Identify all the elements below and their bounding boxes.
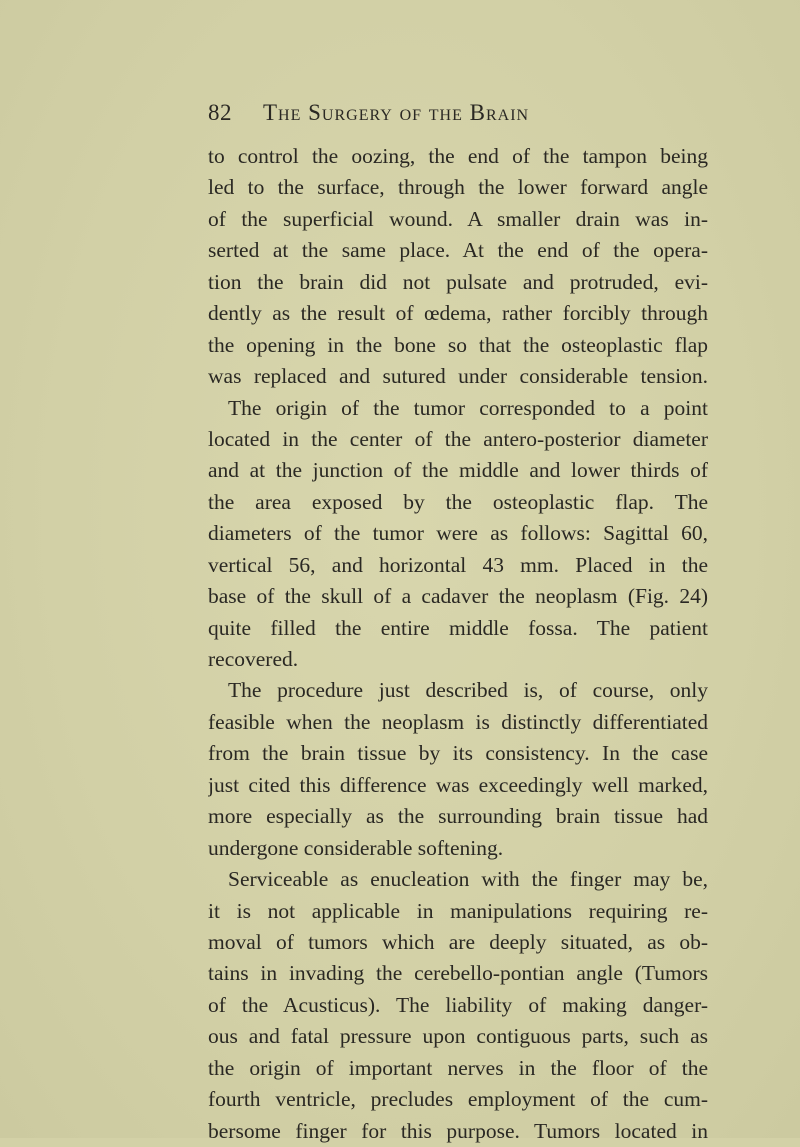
text-line: of the superficial wound. A smaller drain was in- bbox=[208, 206, 708, 231]
text-line: undergone considerable softening. bbox=[208, 835, 504, 860]
text-line: The origin of the tumor corresponded to a point bbox=[228, 395, 708, 420]
text-line: recovered. bbox=[208, 647, 299, 671]
body-text bbox=[208, 141, 708, 1147]
text-line: tion the brain did not pulsate and protruded, evi- bbox=[208, 269, 708, 294]
text-line: ous and fatal pressure upon contiguous parts, such as bbox=[208, 1024, 708, 1049]
text-line: moval of tumors which are deeply situated, as ob- bbox=[208, 929, 708, 954]
text-line: more especially as the surrounding brain tissue had bbox=[208, 804, 708, 829]
text-line: located in the center of the antero-posterior diameter bbox=[208, 426, 708, 451]
text-line: of the Acusticus). The liability of making danger- bbox=[208, 992, 708, 1017]
text-line: Serviceable as enucleation with the finger may be, bbox=[228, 867, 708, 892]
text-line: and at the junction of the middle and lower thirds of bbox=[208, 458, 708, 483]
text-line: quite filled the entire middle fossa. The patient bbox=[208, 615, 708, 640]
text-line: feasible when the neoplasm is distinctly differentiated bbox=[208, 709, 708, 734]
text-line: vertical 56, and horizontal 43 mm. Placed in the bbox=[208, 552, 708, 577]
text-line: base of the skull of a cadaver the neoplasm (Fig. 24) bbox=[208, 584, 708, 609]
text-line: tains in invading the cerebello-pontian angle (Tumors bbox=[208, 961, 708, 986]
text-line: diameters of the tumor were as follows: Sagittal 60, bbox=[208, 521, 708, 546]
text-line: the area exposed by the osteoplastic flap. The bbox=[208, 489, 708, 514]
text-line: the origin of important nerves in the floor of the bbox=[208, 1055, 708, 1080]
text-line: fourth ventricle, precludes employment of the cum- bbox=[208, 1087, 708, 1112]
text-line: to control the oozing, the end of the tampon being bbox=[208, 144, 708, 168]
running-head bbox=[208, 100, 708, 136]
page-number: 82 bbox=[208, 100, 232, 125]
text-line: bersome finger for this purpose. Tumors located in bbox=[208, 1118, 708, 1143]
text-line: The procedure just described is, of course, only bbox=[228, 678, 708, 703]
text-line: it is not applicable in manipulations requiring re- bbox=[208, 898, 708, 923]
text-line: the opening in the bone so that the osteoplastic flap bbox=[208, 332, 708, 357]
text-line: serted at the same place. At the end of the opera- bbox=[208, 238, 708, 263]
text-line: just cited this difference was exceedingly well marked, bbox=[208, 772, 708, 797]
text-line: led to the surface, through the lower forward angle bbox=[208, 175, 708, 200]
running-title: The Surgery of the Brain bbox=[263, 100, 530, 125]
text-line: was replaced and sutured under considerable tension. bbox=[208, 364, 708, 389]
text-line: from the brain tissue by its consistency. In the case bbox=[208, 741, 708, 766]
text-line: dently as the result of œdema, rather forcibly through bbox=[208, 301, 708, 326]
